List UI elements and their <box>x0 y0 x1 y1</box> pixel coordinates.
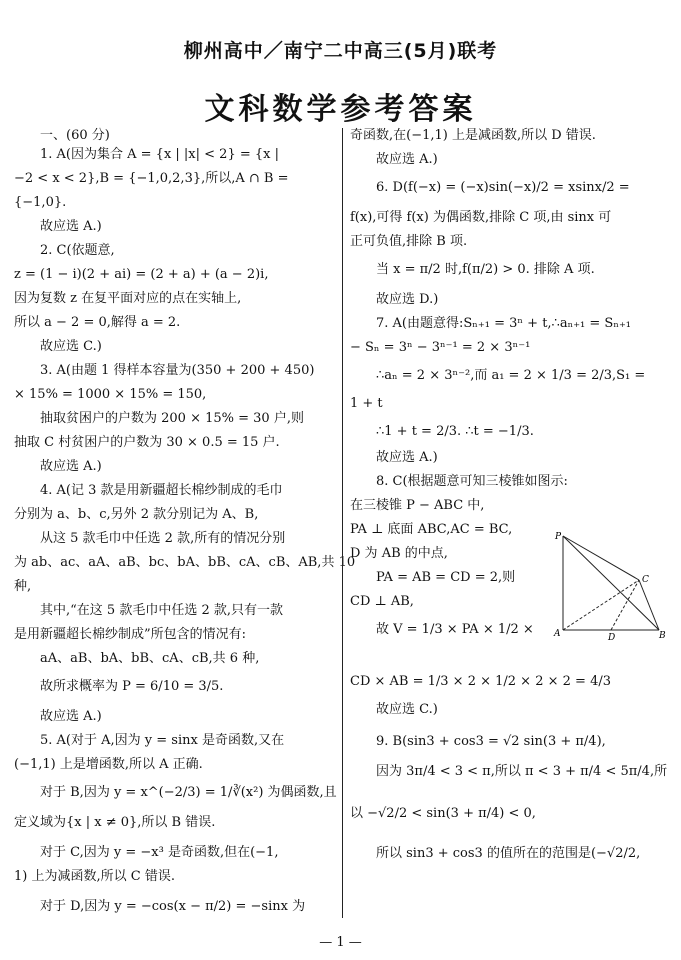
page-number: — 1 — <box>319 935 362 950</box>
label-p: P <box>555 532 562 542</box>
left-column-text-line: 1. A(因为集合 A = {x | |x| < 2} = {x | <box>40 147 279 162</box>
left-column-text-line: 对于 C,因为 y = −x³ 是奇函数,但在(−1, <box>40 845 279 860</box>
right-column-text-line: 正可负值,排除 B 项. <box>350 234 468 249</box>
left-column-text-line: 4. A(记 3 款是用新疆超长棉纱制成的毛巾 <box>40 483 283 498</box>
left-column-text-line: 定义域为{x | x ≠ 0},所以 B 错误. <box>14 815 216 830</box>
answer-key-title: 文科数学参考答案 <box>204 92 477 127</box>
left-column-text-line: 对于 D,因为 y = −cos(x − π/2) = −sinx 为 <box>40 899 306 914</box>
right-column-text-line: CD × AB = 1/3 × 2 × 1/2 × 2 × 2 = 4/3 <box>350 674 611 689</box>
label-c: C <box>642 575 649 585</box>
right-column-text-line: − Sₙ = 3ⁿ − 3ⁿ⁻¹ = 2 × 3ⁿ⁻¹ <box>350 340 531 355</box>
left-column-text-line: 对于 B,因为 y = x^(−2/3) = 1/∛(x²) 为偶函数,且 <box>40 785 337 800</box>
right-column-text-line: 故应选 C.) <box>376 702 438 717</box>
left-column-text-line: 故应选 A.) <box>40 459 102 474</box>
left-column-text-line: 抽取 C 村贫困户的户数为 30 × 0.5 = 15 户. <box>14 435 280 450</box>
left-column-text-line: 3. A(由题 1 得样本容量为(350 + 200 + 450) <box>40 363 315 378</box>
right-column-text-line: 故应选 A.) <box>376 450 438 465</box>
right-column-text-line: 8. C(根据题意可知三棱锥如图示: <box>376 474 568 489</box>
label-a: A <box>554 629 561 639</box>
right-column-text-line: 1 + t <box>350 396 383 411</box>
right-column-text-line: PA = AB = CD = 2,则 <box>376 570 516 585</box>
exam-title: 柳州高中／南宁二中高三(5月)联考 <box>183 40 498 62</box>
right-column-text-line: 7. A(由题意得:Sₙ₊₁ = 3ⁿ + t,∴aₙ₊₁ = Sₙ₊₁ <box>376 316 632 331</box>
right-column-text-line: PA ⊥ 底面 ABC,AC = BC, <box>350 522 513 537</box>
left-column-text-line: 5. A(对于 A,因为 y = sinx 是奇函数,又在 <box>40 733 285 748</box>
right-column-text-line: 故 V = 1/3 × PA × 1/2 × <box>376 622 534 637</box>
right-column-text-line: ∴aₙ = 2 × 3ⁿ⁻²,而 a₁ = 2 × 1/3 = 2/3,S₁ = <box>376 368 646 383</box>
left-column-text-line: 抽取贫困户的户数为 200 × 15% = 30 户,则 <box>40 411 304 426</box>
left-column-text-line: {−1,0}. <box>14 195 67 210</box>
right-column-text-line: 故应选 A.) <box>376 152 438 167</box>
left-column-text-line: 为 ab、ac、aA、aB、bc、bA、bB、cA、cB、AB,共 10 <box>14 555 356 570</box>
left-column-text-line: 一、(60 分) <box>40 128 110 143</box>
right-column-text-line: CD ⊥ AB, <box>350 594 414 609</box>
right-column-text-line: D 为 AB 的中点, <box>350 546 448 561</box>
right-column-text-line: 所以 sin3 + cos3 的值所在的范围是(−√2/2, <box>376 846 641 861</box>
left-column-text-line: 种, <box>14 579 32 594</box>
right-column-text-line: 9. B(sin3 + cos3 = √2 sin(3 + π/4), <box>376 734 606 749</box>
left-column-text-line: 分别为 a、b、c,另外 2 款分别记为 A、B, <box>14 507 259 522</box>
left-column-text-line: 2. C(依题意, <box>40 243 115 258</box>
left-column-text-line: 从这 5 款毛巾中任选 2 款,所有的情况分别 <box>40 531 286 546</box>
left-column-text-line: 1) 上为减函数,所以 C 错误. <box>14 869 175 884</box>
left-column-text-line: z = (1 − i)(2 + ai) = (2 + a) + (a − 2)i, <box>14 267 269 282</box>
left-column-text-line: −2 < x < 2},B = {−1,0,2,3},所以,A ∩ B = <box>14 171 289 186</box>
column-divider <box>342 128 343 918</box>
label-b: B <box>659 631 666 641</box>
left-column-text-line: 故应选 A.) <box>40 709 102 724</box>
right-column-text-line: 在三棱锥 P − ABC 中, <box>350 498 485 513</box>
pyramid-figure <box>551 530 669 642</box>
left-column-text-line: (−1,1) 上是增函数,所以 A 正确. <box>14 757 203 772</box>
right-column-text-line: 6. D(f(−x) = (−x)sin(−x)/2 = xsinx/2 = <box>376 180 630 195</box>
right-column-text-line: 奇函数,在(−1,1) 上是减函数,所以 D 错误. <box>350 128 596 143</box>
left-column-text-line: 故应选 C.) <box>40 339 102 354</box>
right-column-text-line: 因为 3π/4 < 3 < π,所以 π < 3 + π/4 < 5π/4,所 <box>376 764 668 779</box>
edge-ac <box>563 580 639 630</box>
left-column-text-line: aA、aB、bA、bB、cA、cB,共 6 种, <box>40 651 260 666</box>
right-column-text-line: f(x),可得 f(x) 为偶函数,排除 C 项,由 sinx 可 <box>350 210 612 225</box>
left-column-text-line: 是用新疆超长棉纱制成”所包含的情况有: <box>14 627 247 642</box>
right-column-text-line: ∴1 + t = 2/3. ∴t = −1/3. <box>376 424 534 439</box>
right-column-text-line: 以 −√2/2 < sin(3 + π/4) < 0, <box>350 806 536 821</box>
left-column-text-line: 所以 a − 2 = 0,解得 a = 2. <box>14 315 181 330</box>
right-column-text-line: 故应选 D.) <box>376 292 439 307</box>
right-column-text-line: 当 x = π/2 时,f(π/2) > 0. 排除 A 项. <box>376 262 595 277</box>
left-column-text-line: 其中,“在这 5 款毛巾中任选 2 款,只有一款 <box>40 603 283 618</box>
label-d: D <box>608 633 616 642</box>
left-column-text-line: 因为复数 z 在复平面对应的点在实轴上, <box>14 291 242 306</box>
left-column-text-line: 故应选 A.) <box>40 219 102 234</box>
edge-cb <box>639 580 659 630</box>
left-column-text-line: × 15% = 1000 × 15% = 150, <box>14 387 207 402</box>
left-column-text-line: 故所求概率为 P = 6/10 = 3/5. <box>40 679 224 694</box>
